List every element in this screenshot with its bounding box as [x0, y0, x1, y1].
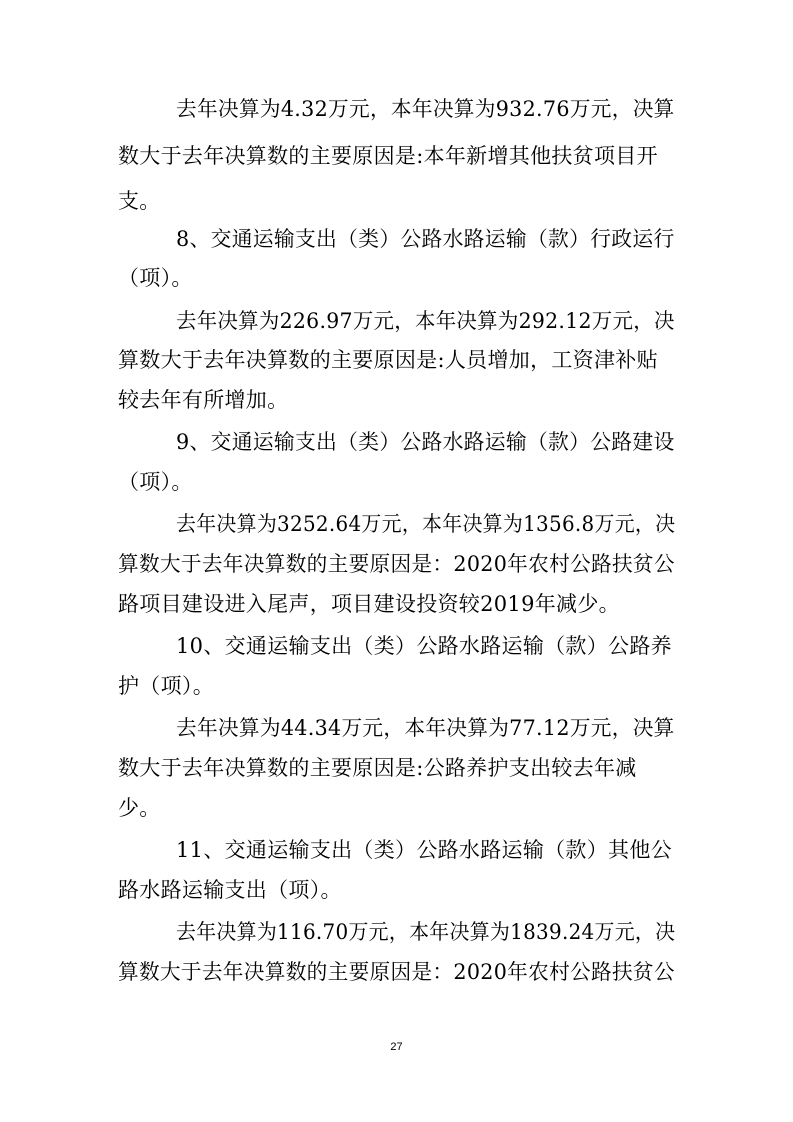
- text-line: 9、交通运输支出（类）公路水路运输（款）公路建设: [176, 430, 675, 454]
- text-line: 算数大于去年决算数的主要原因是：2020年农村公路扶贫公: [118, 960, 675, 984]
- text-line: 11、交通运输支出（类）公路水路运输（款）其他公: [176, 838, 672, 862]
- text-line: 算数大于去年决算数的主要原因是：2020年农村公路扶贫公: [118, 552, 675, 576]
- text-line: 去年决算为3252.64万元，本年决算为1356.8万元，决: [176, 512, 676, 536]
- text-line: 护（项）。: [118, 674, 214, 698]
- text-line: 路水路运输支出（项）。: [118, 878, 342, 902]
- text-line: 少。: [118, 796, 161, 820]
- text-line: 算数大于去年决算数的主要原因是:人员增加，工资津补贴: [118, 348, 658, 372]
- text-line: 去年决算为116.70万元，本年决算为1839.24万元，决: [176, 920, 676, 944]
- text-line: 数大于去年决算数的主要原因是:本年新增其他扶贫项目开: [118, 144, 658, 168]
- text-line: 10、交通运输支出（类）公路水路运输（款）公路养: [176, 634, 672, 658]
- text-line: 较去年有所增加。: [118, 388, 289, 412]
- page-number: 27: [390, 1041, 403, 1053]
- text-line: 去年决算为44.34万元，本年决算为77.12万元，决算: [176, 716, 675, 740]
- text-line: （项）。: [118, 470, 193, 494]
- text-line: 去年决算为4.32万元，本年决算为932.76万元，决算: [176, 97, 675, 121]
- text-line: 数大于去年决算数的主要原因是:公路养护支出较去年减: [118, 756, 637, 780]
- text-line: 路项目建设进入尾声，项目建设投资较2019年减少。: [118, 592, 620, 616]
- text-line: 8、交通运输支出（类）公路水路运输（款）行政运行: [176, 227, 675, 251]
- text-line: 去年决算为226.97万元，本年决算为292.12万元，决: [176, 309, 675, 333]
- text-line: （项）。: [118, 266, 193, 290]
- text-line: 支。: [118, 189, 161, 213]
